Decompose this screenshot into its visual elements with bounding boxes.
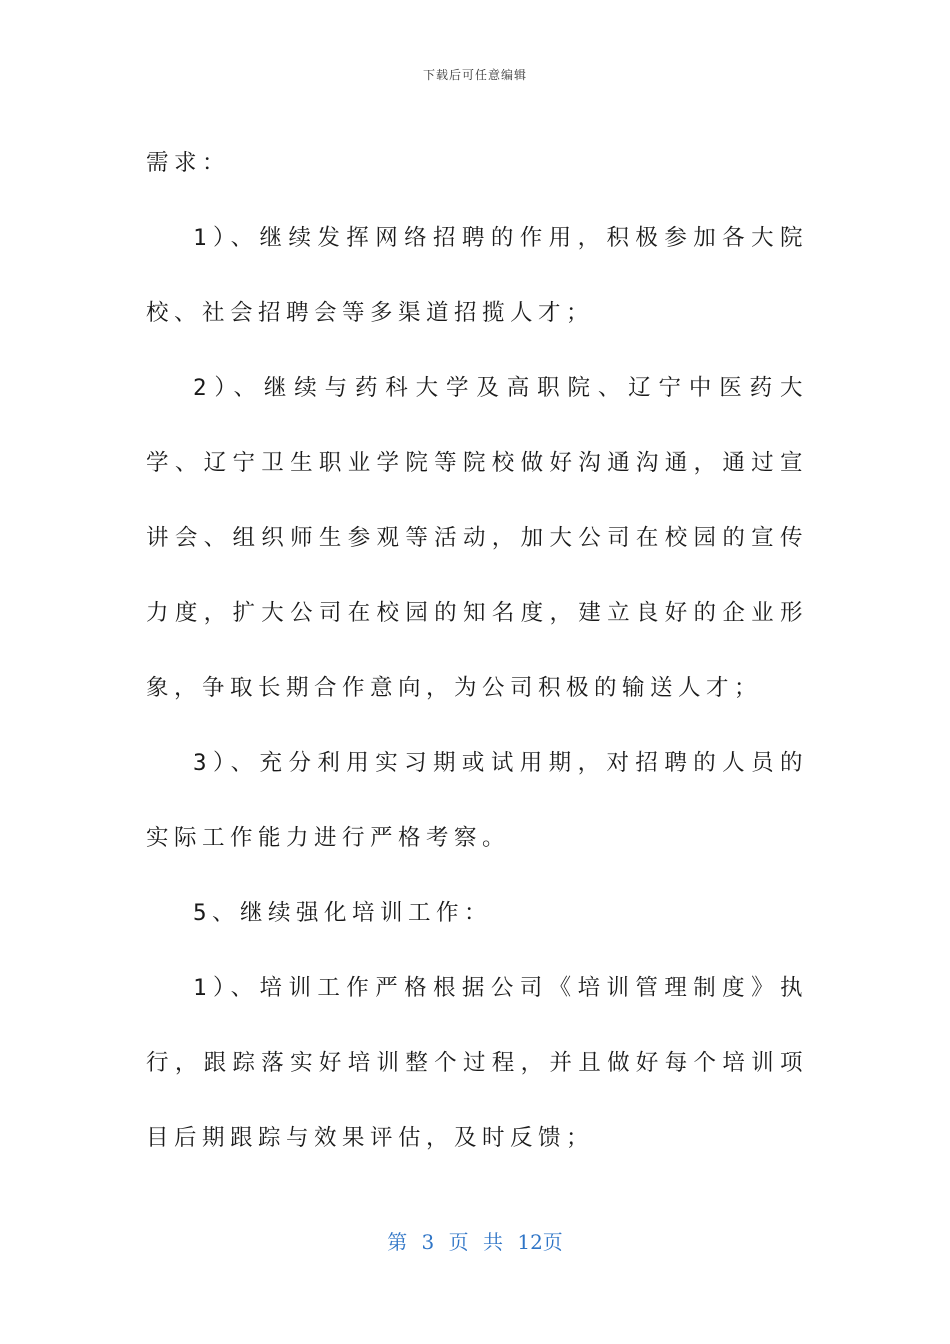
page-number: 第 3 页 共 12页 xyxy=(387,1230,563,1254)
paragraph-item-1: 1）、继续发挥网络招聘的作用，积极参加各大院校、社会招聘会等多渠道招揽人才； xyxy=(146,225,808,326)
paragraph-intro: 需求： xyxy=(146,150,231,176)
section-heading: 5、继续强化培训工作： xyxy=(193,900,493,926)
paragraph-training-item-1: 1）、培训工作严格根据公司《培训管理制度》执行，跟踪落实好培训整个过程，并且做好每个培训项目后期跟踪与效果评估，及时反馈； xyxy=(146,975,808,1151)
page-header: 下载后可任意编辑 xyxy=(422,68,527,82)
document-body xyxy=(146,126,808,1176)
paragraph-item-2: 2）、继续与药科大学及高职院、辽宁中医药大学、辽宁卫生职业学院等院校做好沟通沟通，通过宣讲会、组织师生参观等活动，加大公司在校园的宣传力度，扩大公司在校园的知名度，建立良好的企业形象，争取长期合作意向，为公司积极的输送人才； xyxy=(146,375,808,701)
paragraph-item-3: 3）、充分利用实习期或试用期，对招聘的人员的实际工作能力进行严格考察。 xyxy=(146,750,808,851)
